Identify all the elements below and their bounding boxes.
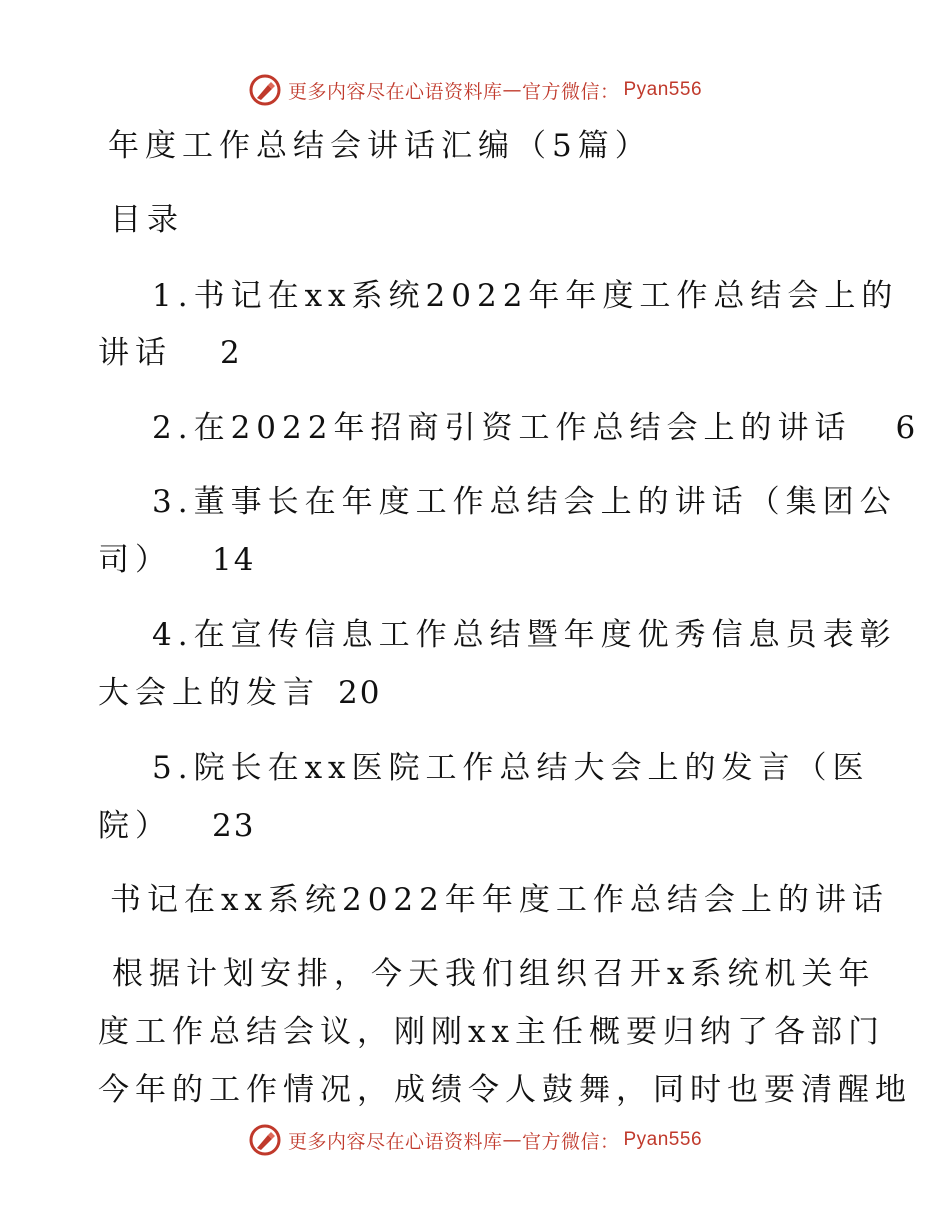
document-title: 年度工作总结会讲话汇编（5篇） — [108, 128, 652, 164]
toc-item-3-page: 14 — [212, 542, 256, 578]
banner-account: Pyan556 — [623, 79, 703, 100]
toc-item-1-page: 2 — [220, 335, 242, 371]
banner-text: 更多内容尽在心语资料库 — [287, 1130, 503, 1153]
section-heading: 书记在xx系统2022年年度工作总结会上的讲话 — [110, 882, 889, 918]
toc-item-4-line1: 4.在宣传信息工作总结暨年度优秀信息员表彰 — [152, 617, 897, 653]
banner-wechat-label: 官方微信： — [521, 1130, 620, 1153]
body-line-2: 度工作总结会议，刚刚xx主任概要归纳了各部门 — [98, 1014, 885, 1050]
toc-item-1-tail: 讲话 — [98, 335, 172, 371]
toc-item-4-line2 — [98, 673, 381, 713]
footer-watermark-banner — [0, 1120, 950, 1160]
toc-item-2-page: 6 — [895, 410, 918, 446]
body-line-1: 根据计划安排，今天我们组织召开x系统机关年 — [112, 956, 876, 992]
banner-dash: — — [502, 79, 522, 101]
banner-text: 更多内容尽在心语资料库 — [287, 80, 503, 103]
toc-item-5-tail: 院） — [98, 808, 172, 844]
toc-item-3-line2 — [98, 540, 255, 580]
toc-item-4-tail: 大会上的发言 — [98, 675, 320, 711]
banner-account: Pyan556 — [623, 1129, 703, 1150]
toc-item-2 — [152, 408, 917, 448]
toc-item-3-tail: 司） — [98, 542, 172, 578]
header-watermark-banner — [0, 70, 950, 110]
toc-item-5-line2 — [98, 806, 255, 846]
toc-item-3-line1: 3.董事长在年度工作总结会上的讲话（集团公 — [152, 484, 897, 520]
banner-dash: — — [502, 1129, 522, 1151]
toc-item-4-page: 20 — [338, 675, 382, 711]
toc-item-1-line1: 1.书记在xx系统2022年年度工作总结会上的 — [152, 278, 899, 314]
toc-heading: 目录 — [110, 202, 184, 238]
toc-item-5-line1: 5.院长在xx医院工作总结大会上的发言（医 — [152, 750, 870, 786]
toc-item-2-text: 2.在2022年招商引资工作总结会上的讲话 — [152, 410, 852, 446]
toc-item-1-line2 — [98, 333, 242, 373]
toc-item-5-page: 23 — [212, 808, 256, 844]
pen-nib-logo-icon — [248, 1123, 282, 1157]
pen-nib-logo-icon — [248, 73, 282, 107]
banner-wechat-label: 官方微信： — [521, 80, 620, 103]
body-line-3: 今年的工作情况，成绩令人鼓舞，同时也要清醒地 — [98, 1072, 912, 1108]
